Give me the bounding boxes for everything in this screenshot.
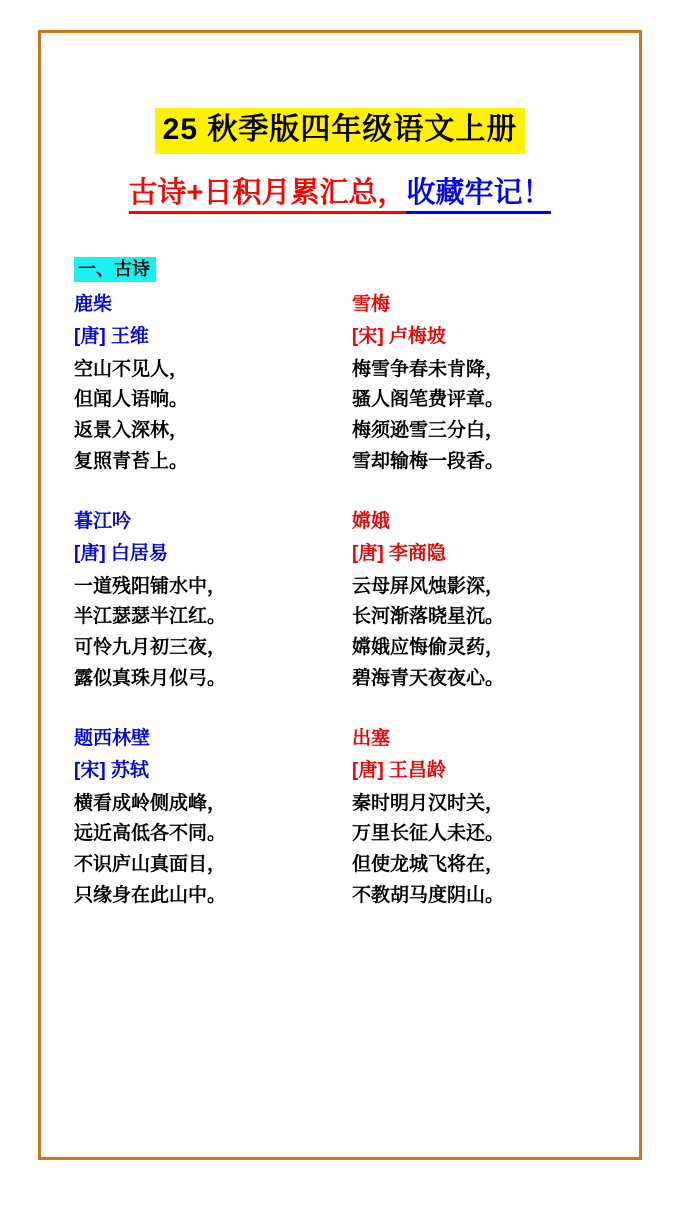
poem-line: 万里长征人未还。: [352, 823, 505, 845]
poem-line: 空山不见人，: [74, 358, 189, 380]
poem-title: 题西林壁: [74, 727, 151, 749]
poem-line: 不教胡马度阴山。: [352, 884, 505, 906]
poem-block: [74, 291, 326, 478]
poem-line: 碧海青天夜夜心。: [352, 667, 505, 689]
poem-line: 复照青苔上。: [74, 450, 189, 472]
poem-author: [唐] 王昌龄: [352, 760, 446, 782]
page-title: 25 秋季版四年级语文上册: [155, 108, 526, 154]
poem-title: 雪梅: [352, 293, 391, 315]
poem-block: [352, 291, 606, 478]
poem-title: 出塞: [352, 727, 391, 749]
poem-title: 嫦娥: [352, 510, 391, 532]
poem-author: [唐] 白居易: [74, 543, 168, 565]
poem-line: 但使龙城飞将在，: [352, 854, 505, 876]
document-content: [34, 30, 646, 942]
subtitle-part-red: 古诗+日积月累汇总，: [129, 177, 407, 214]
poem-author: [宋] 卢梅坡: [352, 326, 446, 347]
poem-line: 骚人阁笔费评章。: [352, 389, 505, 411]
poem-line: 梅须逊雪三分白，: [352, 420, 505, 442]
poem-line: 返景入深林，: [74, 420, 189, 442]
poem-author: [宋] 苏轼: [74, 760, 149, 782]
poem-line: 雪却输梅一段香。: [352, 450, 505, 472]
poem-line: 秦时明月汉时关，: [352, 792, 505, 814]
poem-grid: [74, 291, 606, 942]
poem-block: [352, 508, 606, 695]
poem-line: 一道残阳铺水中，: [74, 575, 227, 597]
poem-line: 但闻人语响。: [74, 389, 189, 411]
poem-line: 半江瑟瑟半江红。: [74, 606, 227, 628]
poem-line: 远近高低各不同。: [74, 823, 227, 845]
poem-title: 暮江吟: [74, 510, 132, 532]
poem-line: 长河渐落晓星沉。: [352, 606, 505, 628]
section-heading-label: 一、古诗: [74, 257, 156, 282]
poem-line: 不识庐山真面目，: [74, 854, 227, 876]
poem-block: [352, 725, 606, 912]
poem-line: 云母屏风烛影深，: [352, 575, 505, 597]
poem-line: 可怜九月初三夜，: [74, 637, 227, 659]
poem-line: 只缘身在此山中。: [74, 884, 227, 906]
poem-line: 露似真珠月似弓。: [74, 667, 227, 689]
subtitle-part-blue: 收藏牢记！: [406, 177, 551, 214]
poem-block: [74, 725, 326, 912]
section-heading-poems: [74, 255, 606, 281]
poem-title: 鹿柴: [74, 293, 113, 315]
poem-author: [唐] 李商隐: [352, 543, 446, 565]
poem-author: [唐] 王维: [74, 326, 149, 347]
poem-block: [74, 508, 326, 695]
poem-line: 横看成岭侧成峰，: [74, 792, 227, 814]
poem-line: 嫦娥应悔偷灵药，: [352, 637, 505, 659]
subtitle-block: [74, 170, 606, 211]
title-block: [74, 108, 606, 154]
poem-line: 梅雪争春未肯降，: [352, 358, 505, 380]
